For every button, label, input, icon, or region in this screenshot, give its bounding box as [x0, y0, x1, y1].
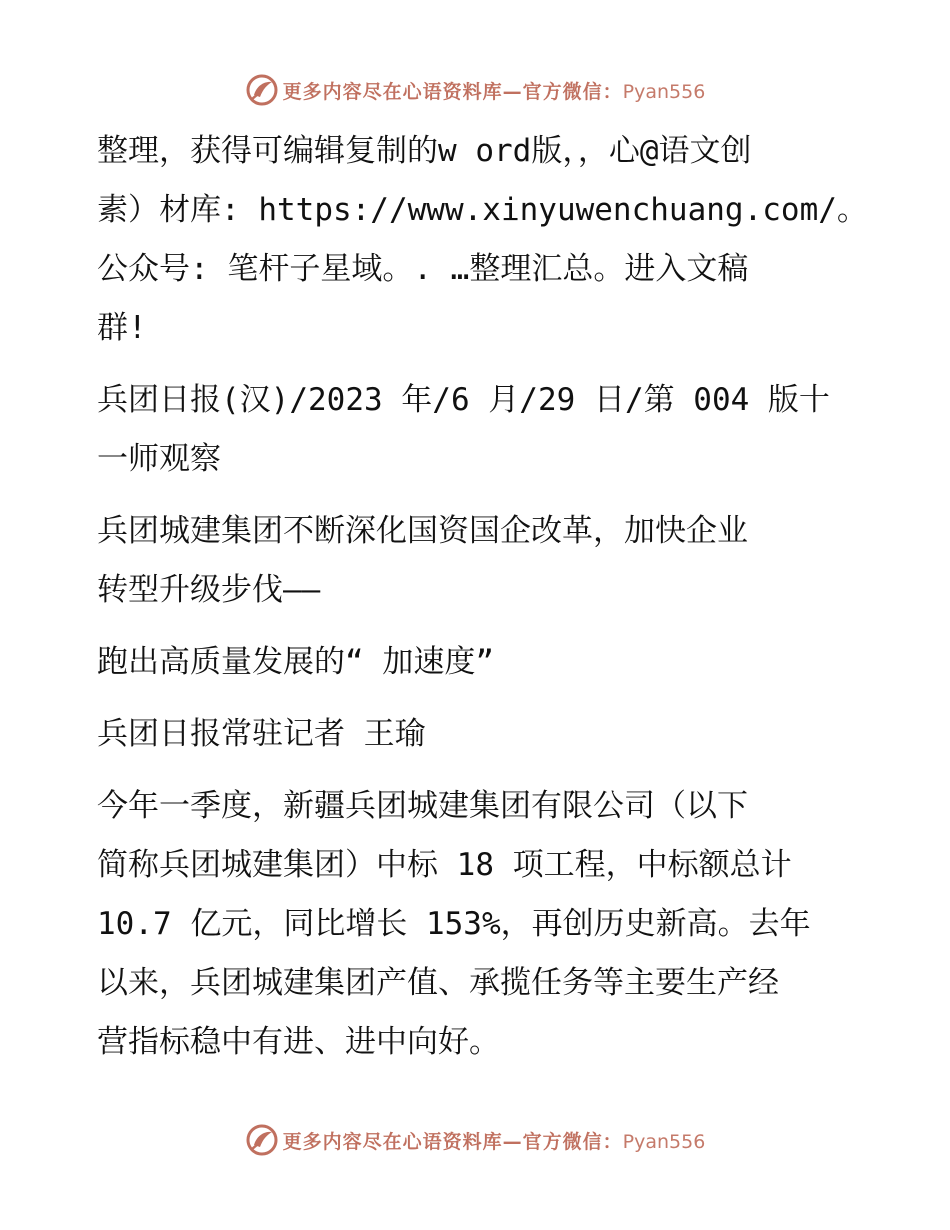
- banner-text: 更多内容尽在心语资料库—官方微信：Pyan556: [282, 80, 706, 103]
- text-line: 素）材库: https://www.xinyuwenchuang.com/。: [97, 192, 868, 228]
- text-line: 兵团日报常驻记者 王瑜: [97, 716, 426, 752]
- paragraph-body: [97, 777, 857, 1072]
- text-line: 今年一季度，新疆兵团城建集团有限公司（以下: [97, 788, 748, 824]
- text-line: 兵团日报(汉)/2023 年/6 月/29 日/第 004 版十: [97, 382, 830, 418]
- text-line: 公众号: 笔杆子星域。. …整理汇总。进入文稿: [97, 251, 749, 287]
- text-line: 跑出高质量发展的“ 加速度”: [97, 644, 494, 680]
- text-line: 简称兵团城建集团）中标 18 项工程，中标额总计: [97, 847, 792, 883]
- paragraph-byline: [97, 705, 857, 764]
- text-line: 10.7 亿元，同比增长 153%，再创历史新高。去年: [97, 906, 811, 942]
- paragraph-source: [97, 371, 857, 489]
- text-line: 以来，兵团城建集团产值、承揽任务等主要生产经: [97, 965, 779, 1001]
- paragraph-headline: [97, 502, 857, 620]
- paragraph-intro: [97, 122, 868, 358]
- document-body: [97, 122, 868, 1085]
- text-line: 转型升级步伐——: [97, 572, 321, 608]
- text-line: 群!: [97, 310, 147, 346]
- text-line: 一师观察: [97, 441, 221, 477]
- text-line: 整理，获得可编辑复制的w ord版，，心@语文创: [97, 133, 752, 169]
- text-line: 营指标稳中有进、进中向好。: [97, 1024, 500, 1060]
- paragraph-title: [97, 633, 857, 692]
- logo-icon: [245, 1123, 279, 1157]
- banner-text: 更多内容尽在心语资料库—官方微信：Pyan556: [282, 1130, 706, 1153]
- header-banner: [0, 70, 950, 110]
- text-line: 兵团城建集团不断深化国资国企改革，加快企业: [97, 513, 748, 549]
- logo-icon: [245, 73, 279, 107]
- footer-banner: [0, 1120, 950, 1160]
